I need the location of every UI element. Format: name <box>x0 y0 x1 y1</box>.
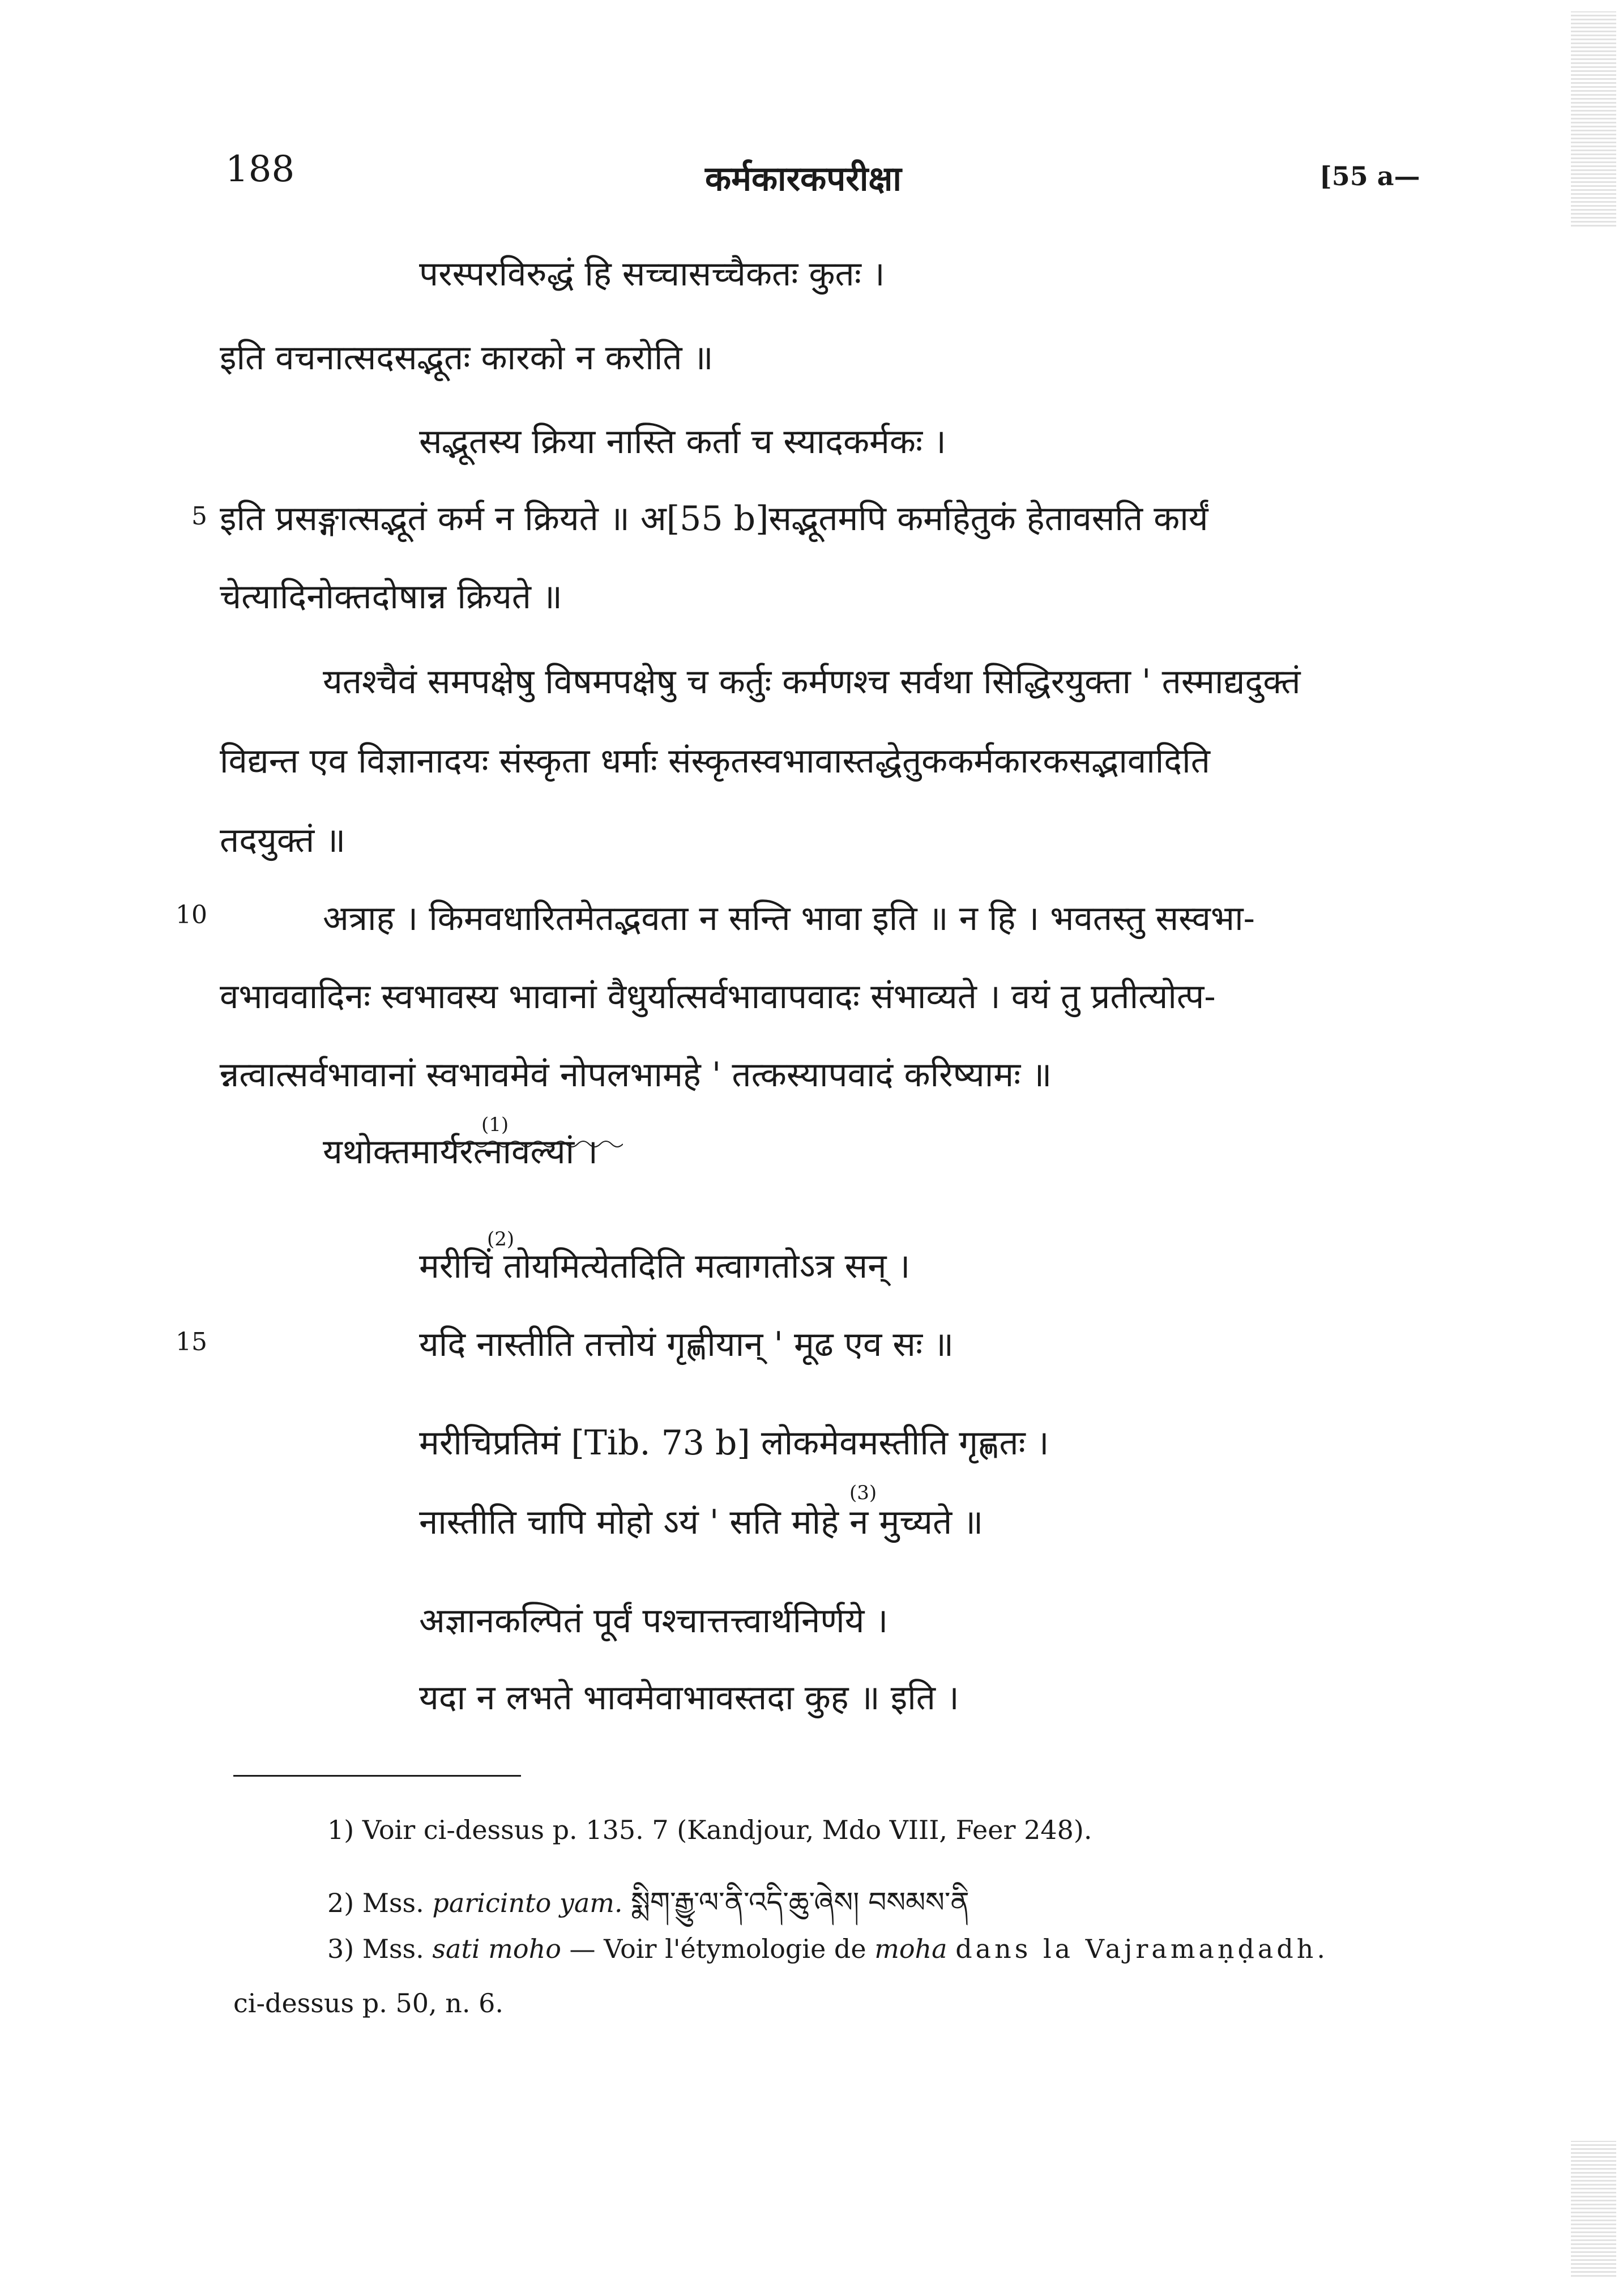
text-line: अत्राह । किमवधारितमेतद्भवता न सन्ति भावा इति ॥ न हि । भवतस्तु सस्वभा- <box>323 899 1255 938</box>
footnote-text: — Voir l'étymologie de <box>569 1934 866 1964</box>
footnote-3-continued: ci-dessus p. 50, n. 6. <box>233 1988 503 2018</box>
footnote-word: moha <box>874 1934 947 1964</box>
text-line: चेत्यादिनोक्तदोषान्न क्रियते ॥ <box>220 577 562 617</box>
reference-mark: (1) <box>481 1113 509 1136</box>
footnote-mark: 2) <box>327 1888 355 1918</box>
line-number: 15 <box>176 1328 207 1356</box>
page-number: 188 <box>225 148 295 190</box>
footnote-mark: 3) <box>327 1934 355 1964</box>
folio-reference: [55 a— <box>1319 161 1420 191</box>
footnote-variant: paricinto yam. <box>432 1888 623 1918</box>
scan-edge-bottom <box>1571 2141 1616 2277</box>
text-line: विद्यन्त एव विज्ञानादयः संस्कृता धर्माः संस्कृतस्वभावास्तद्धेतुककर्मकारकसद्भावादिति <box>220 741 1210 781</box>
text-line: न्नत्वात्सर्वभावानां स्वभावमेवं नोपलभामहे ' तत्कस्यापवादं करिष्यामः ॥ <box>220 1055 1052 1095</box>
text-line: इति प्रसङ्गात्सद्भूतं कर्म न क्रियते ॥ अ[55 b]सद्भूतमपि कर्माहेतुकं हेतावसति कार्यं <box>220 499 1208 539</box>
footnote-text: dans la Vajramaṇḍadh. <box>955 1934 1329 1964</box>
reference-mark: (2) <box>487 1228 515 1251</box>
footnote-text: Voir ci-dessus p. 135. 7 (Kandjour, Mdo VIII, Feer 248). <box>362 1815 1092 1845</box>
footnote-1 <box>327 1815 1092 1845</box>
footnote-tibetan: སྨིག་རྒྱུ་ལ་ནི་འདི་ཆུ་ཞེས། བསམས་ནི <box>631 1886 969 1919</box>
verse-line: परस्परविरुद्धं हि सच्चासच्चैकतः कुतः । <box>419 254 885 294</box>
text-line: इति वचनात्सदसद्भूतः कारको न करोति ॥ <box>220 338 714 378</box>
footnote-variant: sati moho <box>432 1934 561 1964</box>
text-line <box>323 1127 598 1173</box>
verse-line: अज्ञानकल्पितं पूर्वं पश्चात्तत्त्वार्थनिर्णये । <box>419 1601 889 1641</box>
running-title: कर्मकारकपरीक्षा <box>705 159 902 199</box>
verse-line: सद्भूतस्य क्रिया नास्ति कर्ता च स्यादकर्मकः । <box>419 422 946 462</box>
text-line: वभाववादिनः स्वभावस्य भावानां वैधुर्यात्सर्वभावापवादः संभाव्यते । वयं तु प्रतीत्योत्प- <box>220 977 1216 1017</box>
verse-line: मरीचिप्रतिमं [Tib. 73 b] लोकमेवमस्तीति गृह्णतः । <box>419 1423 1049 1463</box>
text-line: यतश्चैवं समपक्षेषु विषमपक्षेषु च कर्तुः कर्मणश्च सर्वथा सिद्धिरयुक्ता ' तस्माद्यदुक्तं <box>323 662 1301 702</box>
verse-line: मरीचिं तोयमित्येतदिति मत्वागतोऽत्र सन् । <box>419 1247 911 1286</box>
verse-line: यदा न लभते भावमेवाभावस्तदा कुह ॥ इति । <box>419 1678 959 1718</box>
footnote-label: Mss. <box>362 1888 424 1918</box>
line-number: 10 <box>176 901 207 929</box>
reference-mark: (3) <box>849 1482 877 1504</box>
scan-edge-top <box>1571 11 1616 227</box>
footnote-mark: 1) <box>327 1815 355 1845</box>
footnote-3 <box>327 1934 1329 1964</box>
text-line: तदयुक्तं ॥ <box>220 821 346 860</box>
verse-line: यदि नास्तीति तत्तोयं गृह्णीयान् ' मूढ एव सः ॥ <box>419 1325 954 1364</box>
footnote-rule <box>233 1775 521 1777</box>
line-number: 5 <box>191 502 207 531</box>
squiggle-underline <box>442 1138 623 1150</box>
footnote-label: Mss. <box>362 1934 424 1964</box>
verse-line: नास्तीति चापि मोहो ऽयं ' सति मोहे न मुच्यते ॥ <box>419 1503 984 1542</box>
text-segment: यथोक्तमार्यरत्नावल्यां । <box>323 1132 598 1172</box>
